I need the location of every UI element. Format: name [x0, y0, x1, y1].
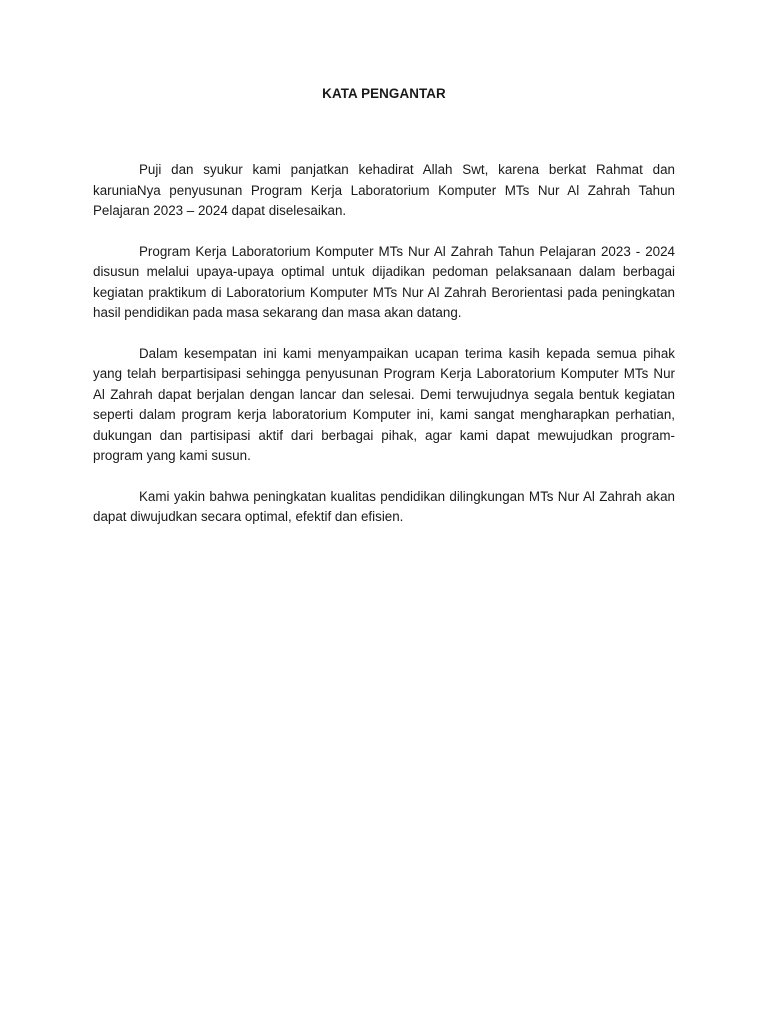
paragraph-purpose: Program Kerja Laboratorium Komputer MTs Nur Al Zahrah Tahun Pelajaran 2023 - 2024 disusun melalui upaya-upaya optimal untuk dijadikan pedoman pelaksanaan dalam berbagai kegiatan praktikum di Laboratorium Komputer MTs Nur Al Zahrah Berorientasi pada peningkatan hasil pendidikan pada masa sekarang dan masa akan datang.: [93, 243, 675, 320]
paragraph-closing: Kami yakin bahwa peningkatan kualitas pendidikan dilingkungan MTs Nur Al Zahrah akan dapat diwujudkan secara optimal, efektif dan efisien.: [93, 488, 675, 524]
paragraph-opening: Puji dan syukur kami panjatkan kehadirat Allah Swt, karena berkat Rahmat dan karuniaNya penyusunan Program Kerja Laboratorium Komputer MTs Nur Al Zahrah Tahun Pelajaran 2023 – 2024 dapat diselesaikan.: [93, 162, 675, 218]
document-body: [93, 160, 675, 548]
paragraph-thanks: Dalam kesempatan ini kami menyampaikan ucapan terima kasih kepada semua pihak yang telah berpartisipasi sehingga penyusunan Program Kerja Laboratorium Komputer MTs Nur Al Zahrah dapat berjalan dengan lancar dan selesai. Demi terwujudnya segala bentuk kegiatan seperti dalam program kerja laboratorium Komputer ini, kami sangat mengharapkan perhatian, dukungan dan partisipasi aktif dari berbagai pihak, agar kami dapat mewujudkan program-program yang kami susun.: [93, 345, 675, 463]
document-title: KATA PENGANTAR: [322, 86, 446, 101]
